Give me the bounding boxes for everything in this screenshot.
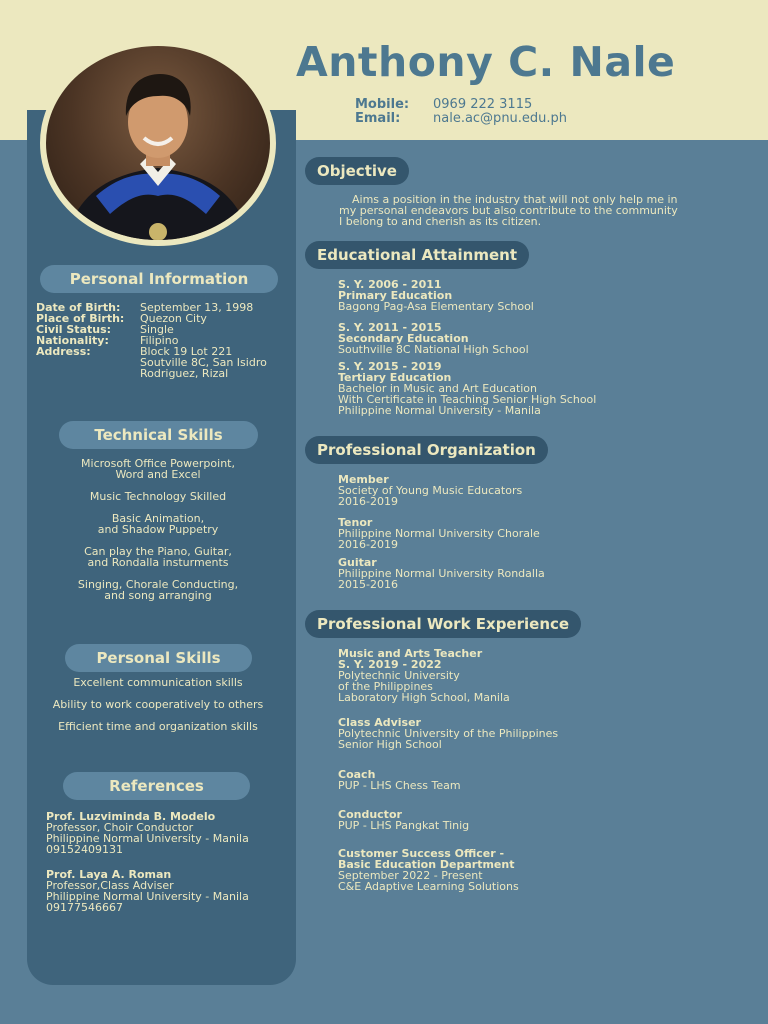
organization-entry: Guitar Philippine Normal University Rondalla 2015-2016: [338, 556, 545, 591]
reference-name: Prof. Luzviminda B. Modelo: [46, 810, 216, 823]
education-entry: S. Y. 2006 - 2011 Primary Education Bagong Pag-Asa Elementary School: [338, 278, 534, 313]
address-line: Block 19 Lot 221: [140, 345, 233, 358]
personal-skill-item: Efficient time and organization skills: [58, 720, 258, 733]
objective-heading: Objective: [305, 157, 409, 185]
personal-skills-heading: Personal Skills: [65, 644, 252, 672]
organization-heading: Professional Organization: [305, 436, 548, 464]
skill-item: Music Technology Skilled: [89, 490, 227, 503]
reference-org: Philippine Normal University - Manila: [46, 832, 249, 845]
personal-skills-list: [30, 677, 286, 732]
reference-entry: [46, 869, 249, 913]
objective-text: Aims a position in the industry that will not only help me in my personal endeavors but also contribute to the community I belong to and cherish as its citizen.: [339, 193, 678, 228]
organization-entry: Tenor Philippine Normal University Chorale 2016-2019: [338, 516, 540, 551]
civil-status-label: Civil Status:: [36, 323, 112, 336]
organization-entry: Member Society of Young Music Educators 2016-2019: [338, 473, 523, 508]
address-label: Address:: [36, 345, 91, 358]
skill-item: Can play the Piano, Guitar, and Rondalla insturments: [84, 545, 232, 569]
reference-phone: 09177546667: [46, 901, 123, 914]
technical-skills-list: [30, 458, 286, 601]
dob-label: Date of Birth:: [36, 301, 121, 314]
education-entry: S. Y. 2015 - 2019 Tertiary Education Bachelor in Music and Art Education With Certificate in Teaching Senior High School Philippine Normal University - Manila: [338, 360, 597, 417]
personal-skill-item: Ability to work cooperatively to others: [52, 698, 264, 711]
mobile-number: 0969 222 3115: [433, 97, 533, 112]
civil-status-value: Single: [140, 323, 174, 336]
address-line: Soutville 8C, San Isidro: [140, 356, 267, 369]
skill-item: Basic Animation, and Shadow Puppetry: [97, 512, 219, 536]
education-heading: Educational Attainment: [305, 241, 529, 269]
reference-role: Professor,Class Adviser: [46, 879, 174, 892]
address-value: [140, 346, 267, 379]
pob-value: Quezon City: [140, 312, 207, 325]
technical-skills-heading: Technical Skills: [59, 421, 258, 449]
dob-value: September 13, 1998: [140, 301, 254, 314]
personal-skill-item: Excellent communication skills: [73, 676, 243, 689]
reference-entry: [46, 811, 249, 855]
work-entry: Coach PUP - LHS Chess Team: [338, 768, 461, 792]
work-heading: Professional Work Experience: [305, 610, 581, 638]
reference-name: Prof. Laya A. Roman: [46, 868, 172, 881]
education-entry: S. Y. 2011 - 2015 Secondary Education Southville 8C National High School: [338, 321, 529, 356]
personal-info-heading: Personal Information: [40, 265, 278, 293]
reference-phone: 09152409131: [46, 843, 123, 856]
address-line: Rodriguez, Rizal: [140, 367, 229, 380]
nationality-value: Filipino: [140, 334, 179, 347]
pob-label: Place of Birth:: [36, 312, 125, 325]
reference-org: Philippine Normal University - Manila: [46, 890, 249, 903]
contact-block: [355, 98, 567, 126]
nationality-label: Nationality:: [36, 334, 109, 347]
person-name: Anthony C. Nale: [296, 38, 676, 86]
work-entry: Conductor PUP - LHS Pangkat Tinig: [338, 808, 470, 832]
email-address: nale.ac@pnu.edu.ph: [433, 111, 568, 126]
skill-item: Microsoft Office Powerpoint, Word and Excel: [81, 457, 235, 481]
work-entry: Music and Arts Teacher S. Y. 2019 - 2022 Polytechnic University of the Philippines Laboratory High School, Manila: [338, 647, 510, 704]
personal-info-block: [36, 302, 267, 379]
work-entry: Class Adviser Polytechnic University of the Philippines Senior High School: [338, 716, 559, 751]
email-label: Email:: [355, 111, 401, 126]
skill-item: Singing, Chorale Conducting, and song arranging: [77, 578, 239, 602]
profile-photo: [40, 40, 276, 246]
reference-role: Professor, Choir Conductor: [46, 821, 194, 834]
mobile-label: Mobile:: [355, 97, 410, 112]
work-entry: Customer Success Officer - Basic Education Department September 2022 - Present C&E Adaptive Learning Solutions: [338, 847, 519, 893]
references-heading: References: [63, 772, 250, 800]
